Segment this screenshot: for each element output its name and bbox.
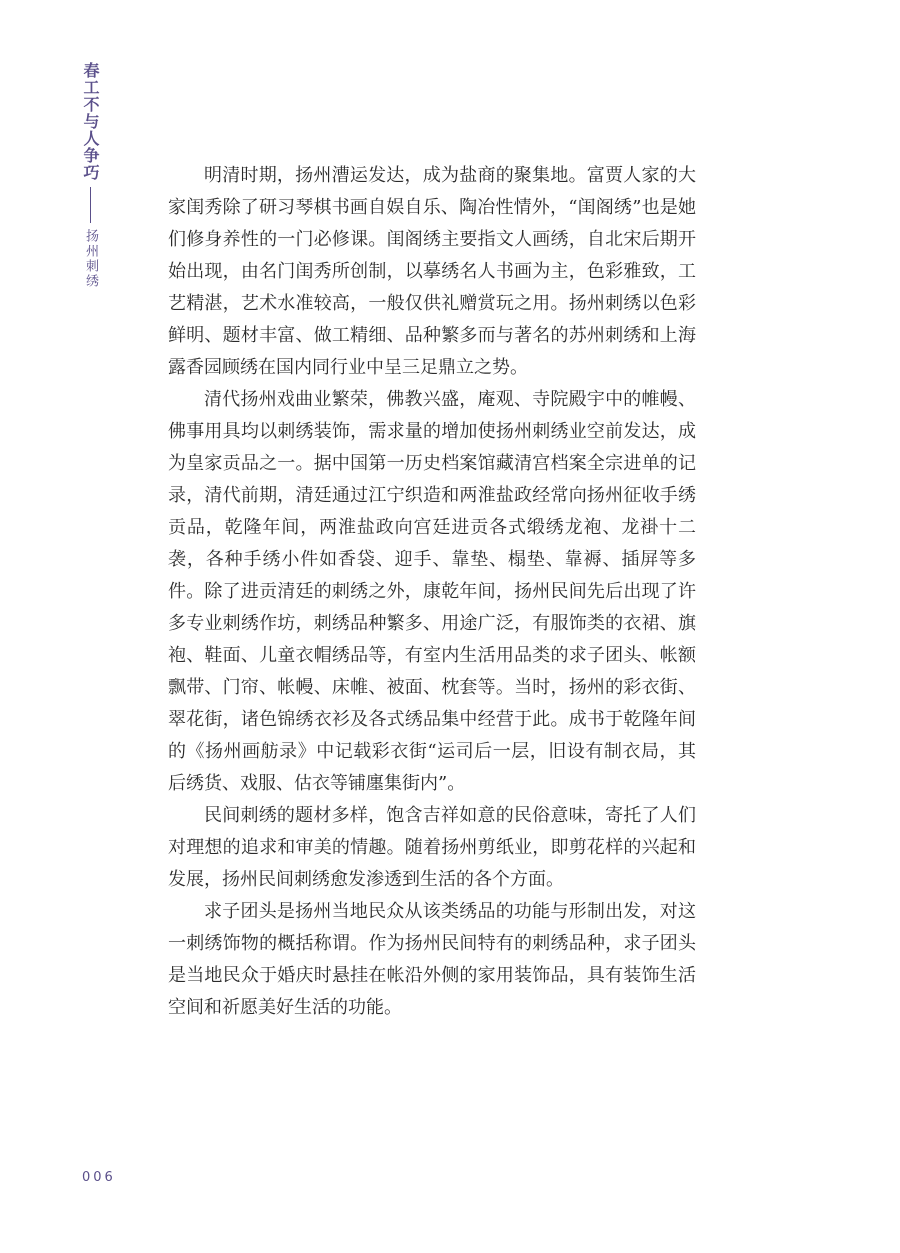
paragraph: 民间刺绣的题材多样，饱含吉祥如意的民俗意味，寄托了人们对理想的追求和审美的情趣。随着扬州剪纸业，即剪花样的兴起和发展，扬州民间刺绣愈发渗透到生活的各个方面。 bbox=[168, 805, 696, 890]
paragraph: 明清时期，扬州漕运发达，成为盐商的聚集地。富贾人家的大家闺秀除了研习琴棋书画自娱自乐、陶冶性情外，“闺阁绣”也是她们修身养性的一门必修课。闺阁绣主要指文人画绣，自北宋后期开始出现，由名门闺秀所创制，以摹绣名人书画为主，色彩雅致，工艺精湛，艺术水准较高，一般仅供礼赠赏玩之用。扬州刺绣以色彩鲜明、题材丰富、做工精细、品种繁多而与著名的苏州刺绣和上海露香园顾绣在国内同行业中呈三足鼎立之势。 bbox=[168, 165, 696, 378]
page-number: 006 bbox=[82, 1170, 116, 1185]
body-text bbox=[168, 160, 696, 1024]
series-title: 春工不与人争巧 bbox=[81, 62, 100, 181]
header-divider bbox=[90, 187, 91, 223]
paragraph: 求子团头是扬州当地民众从该类绣品的功能与形制出发，对这一刺绣饰物的概括称谓。作为扬州民间特有的刺绣品种，求子团头是当地民众于婚庆时悬挂在帐沿外侧的家用装饰品，具有装饰生活空间和祈愿美好生活的功能。 bbox=[168, 901, 696, 1018]
book-title: 扬州刺绣 bbox=[83, 229, 98, 289]
paragraph: 清代扬州戏曲业繁荣，佛教兴盛，庵观、寺院殿宇中的帷幔、佛事用具均以刺绣装饰，需求量的增加使扬州刺绣业空前发达，成为皇家贡品之一。据中国第一历史档案馆藏清宫档案全宗进单的记录，清代前期，清廷通过江宁织造和两淮盐政经常向扬州征收手绣贡品，乾隆年间，两淮盐政向宫廷进贡各式缎绣龙袍、龙褂十二袭，各种手绣小件如香袋、迎手、靠垫、榻垫、靠褥、插屏等多件。除了进贡清廷的刺绣之外，康乾年间，扬州民间先后出现了许多专业刺绣作坊，刺绣品种繁多、用途广泛，有服饰类的衣裙、旗袍、鞋面、儿童衣帽绣品等，有室内生活用品类的求子团头、帐额飘带、门帘、帐幔、床帷、被面、枕套等。当时，扬州的彩衣街、翠花街，诸色锦绣衣衫及各式绣品集中经营于此。成书于乾隆年间的《扬州画舫录》中记载彩衣街“运司后一层，旧设有制衣局，其后绣货、戏服、估衣等铺廛集街内”。 bbox=[168, 389, 696, 794]
running-header bbox=[80, 62, 100, 289]
